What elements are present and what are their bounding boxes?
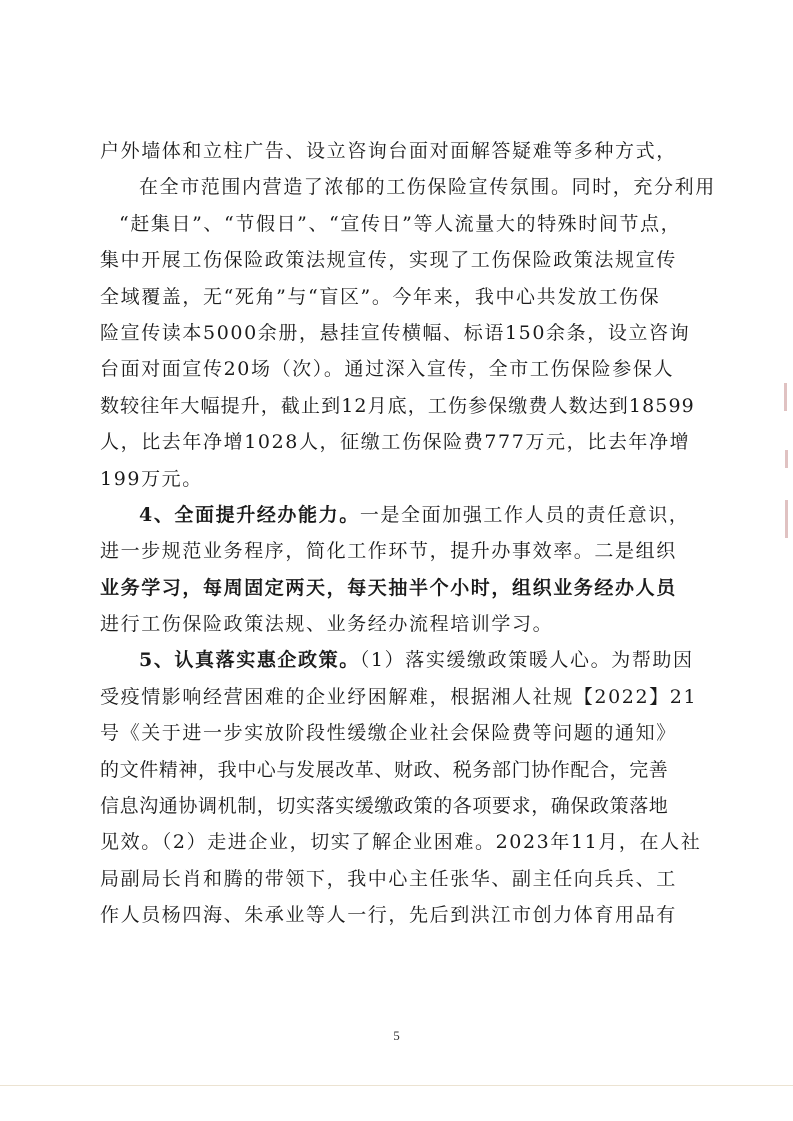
text-line-3: “赶集日”、“节假日”、“宣传日”等人流量大的特殊时间节点，	[119, 212, 682, 235]
text-line-8: 数较往年大幅提升，截止到12月底，工伤参保缴费人数达到18599	[100, 394, 695, 417]
margin-stamp-mark	[785, 450, 788, 468]
text-line-4: 集中开展工伤保险政策法规宣传，实现了工伤保险政策法规宣传	[100, 249, 677, 272]
text-line-7: 台面对面宣传20场（次）。通过深入宣传，全市工伤保险参保人	[100, 358, 675, 381]
margin-stamp-mark	[785, 500, 788, 538]
margin-stamp-mark	[784, 383, 787, 411]
text-line-14: 进行工伤保险政策法规、业务经办流程培训学习。	[100, 613, 554, 636]
paragraph-4-first-line	[100, 497, 700, 533]
page-number: 5	[393, 1028, 400, 1043]
body-text	[100, 133, 716, 934]
text-line-12: 进一步规范业务程序，简化工作环节，提升办事效率。二是组织	[100, 540, 677, 563]
text-line-10: 199万元。	[100, 467, 203, 490]
text-line-13: 业务学习，每周固定两天，每天抽半个小时，组织业务经办人员	[100, 576, 677, 599]
text-line-2: 在全市范围内营造了浓郁的工伤保险宣传氛围。同时，充分利用	[139, 176, 716, 199]
section-heading-4: 4、全面提升经办能力。	[139, 503, 360, 526]
paragraph-5-first-line	[100, 642, 700, 678]
text-line-1: 户外墙体和立柱广告、设立咨询台面对面解答疑难等多种方式，	[100, 140, 677, 162]
text-line-5: 全域覆盖，无“死角”与“盲区”。今年来，我中心共发放工伤保	[100, 285, 661, 308]
text-line-16: 受疫情影响经营困难的企业纾困解难，根据湘人社规【2022】21	[100, 685, 698, 708]
text-line-21: 局副局长肖和腾的带领下，我中心主任张华、副主任向兵兵、工	[100, 867, 677, 890]
text-line-9: 人，比去年净增1028人，征缴工伤保险费777万元，比去年净增	[100, 431, 691, 454]
scan-edge-line	[0, 1085, 793, 1086]
section-5-text: （1）落实缓缴政策暖人心。为帮助因	[359, 649, 694, 672]
section-heading-5: 5、认真落实惠企政策。	[139, 649, 360, 672]
text-line-18: 的文件精神，我中心与发展改革、财政、税务部门协作配合，完善	[100, 758, 669, 781]
text-line-6: 险宣传读本5000余册，悬挂宣传横幅、标语150余条，设立咨询	[100, 321, 691, 344]
text-line-20: 见效。（2）走进企业，切实了解企业困难。2023年11月，在人社	[100, 831, 702, 854]
text-line-22: 作人员杨四海、朱承业等人一行，先后到洪江市创力体育用品有	[100, 904, 677, 927]
text-line-19: 信息沟通协调机制，切实落实缓缴政策的各项要求，确保政策落地	[100, 795, 669, 818]
section-4-text: 一是全面加强工作人员的责任意识，	[359, 503, 690, 526]
text-line-17: 号《关于进一步实放阶段性缓缴企业社会保险费等问题的通知》	[100, 722, 677, 745]
